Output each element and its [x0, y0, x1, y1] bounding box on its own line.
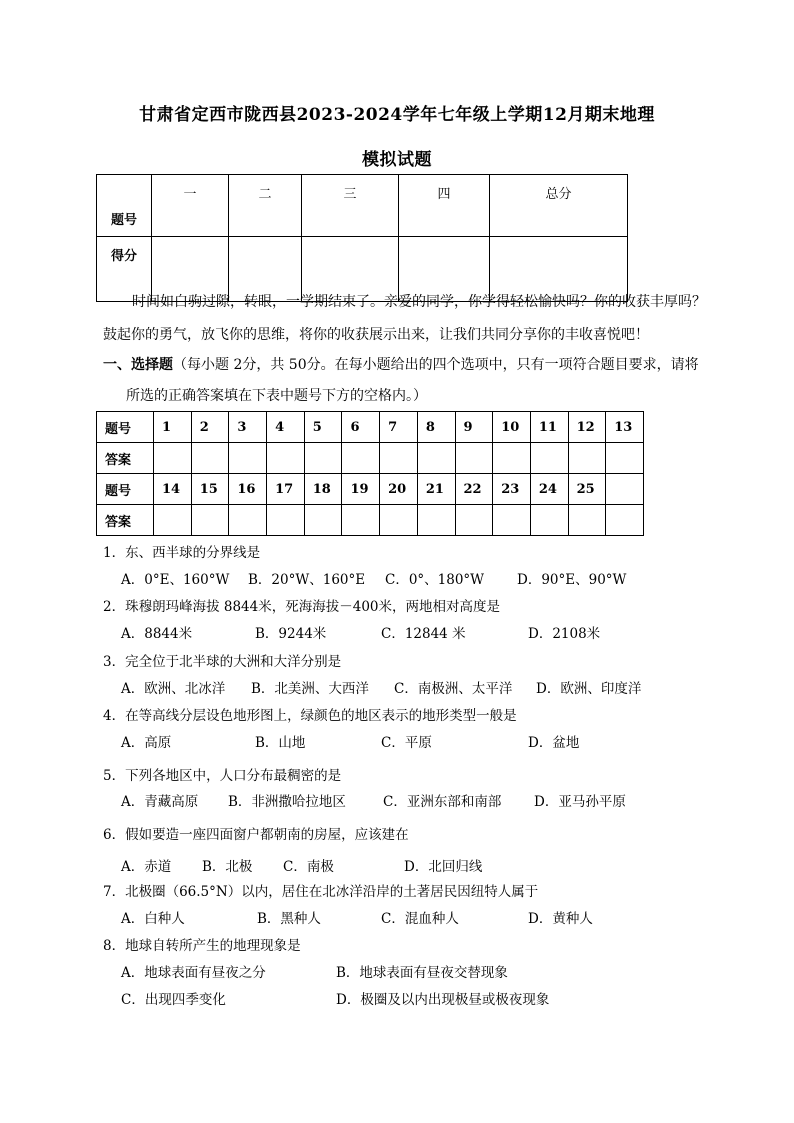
answer-cell[interactable]	[417, 443, 455, 474]
answer-cell[interactable]	[568, 505, 606, 536]
question-option: B．黑种人	[257, 911, 321, 927]
exam-subtitle: 模拟试题	[362, 150, 432, 170]
section-heading-line-2: 所选的正确答案填在下表中题号下方的空格内。）	[126, 388, 427, 404]
answer-cell[interactable]	[267, 505, 305, 536]
question-option: A．8844米	[121, 626, 193, 642]
answer-table	[96, 411, 644, 536]
question-option: D．北回归线	[404, 859, 483, 875]
question-option: A．欧洲、北冰洋	[121, 681, 226, 697]
question-number: 14	[154, 474, 192, 505]
answer-row-label: 题号	[97, 474, 154, 505]
question-option: C．平原	[381, 735, 432, 751]
answer-cell[interactable]	[606, 505, 644, 536]
answer-cell[interactable]	[417, 505, 455, 536]
question-option: D．极圈及以内出现极昼或极夜现象	[336, 992, 550, 1008]
question-number: 8	[417, 412, 455, 443]
question-number: 15	[191, 474, 229, 505]
question-option: C．南极	[283, 859, 334, 875]
question-stem: 4．在等高线分层设色地形图上，绿颜色的地区表示的地形类型一般是	[103, 708, 517, 724]
score-col-header: 总分	[490, 175, 628, 237]
question-stem: 8．地球自转所产生的地理现象是	[103, 938, 301, 954]
section-heading-bold: 一、选择题	[103, 357, 173, 373]
score-col-header: 二	[229, 175, 302, 237]
question-number: 3	[229, 412, 267, 443]
score-row-label-number: 题号	[97, 175, 152, 237]
answer-cell[interactable]	[380, 505, 418, 536]
question-number: 24	[530, 474, 568, 505]
question-option: C．混血种人	[381, 911, 459, 927]
intro-line-2: 鼓起你的勇气，放飞你的思维，将你的收获展示出来，让我们共同分享你的丰收喜悦吧！	[103, 327, 649, 343]
question-number: 9	[455, 412, 493, 443]
question-number: 11	[530, 412, 568, 443]
answer-cell[interactable]	[342, 505, 380, 536]
answer-cell[interactable]	[606, 443, 644, 474]
answer-cell[interactable]	[493, 443, 531, 474]
question-option: B．9244米	[255, 626, 327, 642]
question-option: D．盆地	[528, 735, 580, 751]
question-option: A．高原	[121, 735, 172, 751]
question-stem: 6．假如要造一座四面窗户都朝南的房屋，应该建在	[103, 827, 409, 843]
score-table	[96, 174, 628, 302]
question-number: 13	[606, 412, 644, 443]
answer-cell[interactable]	[304, 505, 342, 536]
section-heading	[103, 355, 699, 375]
answer-cell[interactable]	[191, 505, 229, 536]
answer-row-label: 答案	[97, 505, 154, 536]
question-number	[606, 474, 644, 505]
answer-cell[interactable]	[380, 443, 418, 474]
question-option: B．北极	[202, 859, 253, 875]
score-col-header: 三	[302, 175, 399, 237]
exam-title: 甘肃省定西市陇西县2023-2024学年七年级上学期12月期末地理	[139, 105, 655, 125]
question-option: D．2108米	[528, 626, 601, 642]
question-stem: 7．北极圈（66.5°N）以内，居住在北冰洋沿岸的土著居民因纽特人属于	[103, 884, 539, 900]
question-number: 5	[304, 412, 342, 443]
question-stem: 5．下列各地区中，人口分布最稠密的是	[103, 768, 342, 784]
question-option: B．北美洲、大西洋	[251, 681, 369, 697]
question-number: 1	[154, 412, 192, 443]
question-stem: 3．完全位于北半球的大洲和大洋分别是	[103, 654, 342, 670]
answer-cell[interactable]	[229, 443, 267, 474]
answer-cell[interactable]	[530, 505, 568, 536]
question-number: 12	[568, 412, 606, 443]
question-number: 10	[493, 412, 531, 443]
question-option: D．欧洲、印度洋	[536, 681, 642, 697]
answer-cell[interactable]	[568, 443, 606, 474]
answer-cell[interactable]	[191, 443, 229, 474]
question-option: D．亚马孙平原	[534, 794, 626, 810]
question-option: B．地球表面有昼夜交替现象	[336, 965, 508, 981]
answer-cell[interactable]	[455, 505, 493, 536]
answer-cell[interactable]	[229, 505, 267, 536]
question-number: 4	[267, 412, 305, 443]
question-option: A．0°E、160°W	[121, 572, 230, 588]
question-number: 17	[267, 474, 305, 505]
question-option: B．20°W、160°E	[248, 572, 366, 588]
question-number: 6	[342, 412, 380, 443]
question-option: C．亚洲东部和南部	[383, 794, 502, 810]
question-option: C．出现四季变化	[121, 992, 226, 1008]
question-option: A．青藏高原	[121, 794, 199, 810]
question-option: C．12844 米	[381, 626, 466, 642]
question-number: 19	[342, 474, 380, 505]
answer-cell[interactable]	[493, 505, 531, 536]
question-option: C．南极洲、太平洋	[394, 681, 513, 697]
question-number: 25	[568, 474, 606, 505]
question-option: D．黄种人	[528, 911, 593, 927]
answer-cell[interactable]	[530, 443, 568, 474]
question-option: D．90°E、90°W	[517, 572, 627, 588]
answer-cell[interactable]	[267, 443, 305, 474]
answer-cell[interactable]	[154, 505, 192, 536]
question-number: 21	[417, 474, 455, 505]
question-number: 23	[493, 474, 531, 505]
question-number: 18	[304, 474, 342, 505]
question-number: 2	[191, 412, 229, 443]
question-option: A．地球表面有昼夜之分	[121, 965, 266, 981]
question-option: A．白种人	[121, 911, 185, 927]
score-row-label-score: 得分	[97, 237, 152, 302]
answer-cell[interactable]	[342, 443, 380, 474]
question-option: B．非洲撒哈拉地区	[228, 794, 346, 810]
score-col-header: 四	[399, 175, 490, 237]
question-number: 20	[380, 474, 418, 505]
question-option: C．0°、180°W	[385, 572, 485, 588]
question-stem: 2．珠穆朗玛峰海拔 8844米，死海海拔－400米，两地相对高度是	[103, 599, 501, 615]
question-stem: 1．东、西半球的分界线是	[103, 545, 261, 561]
intro-line-1: 时间如白驹过隙，转眼，一学期结束了。亲爱的同学，你学得轻松愉快吗？你的收获丰厚吗？	[132, 294, 706, 310]
question-option: A．赤道	[121, 859, 172, 875]
question-option: B．山地	[255, 735, 306, 751]
question-number: 7	[380, 412, 418, 443]
answer-cell[interactable]	[304, 443, 342, 474]
question-number: 22	[455, 474, 493, 505]
question-number: 16	[229, 474, 267, 505]
section-heading-rest: （每小题 2分，共 50分。在每小题给出的四个选项中，只有一项符合题目要求，请将	[173, 357, 699, 373]
answer-row-label: 题号	[97, 412, 154, 443]
answer-row-label: 答案	[97, 443, 154, 474]
answer-cell[interactable]	[455, 443, 493, 474]
answer-cell[interactable]	[154, 443, 192, 474]
score-col-header: 一	[152, 175, 229, 237]
